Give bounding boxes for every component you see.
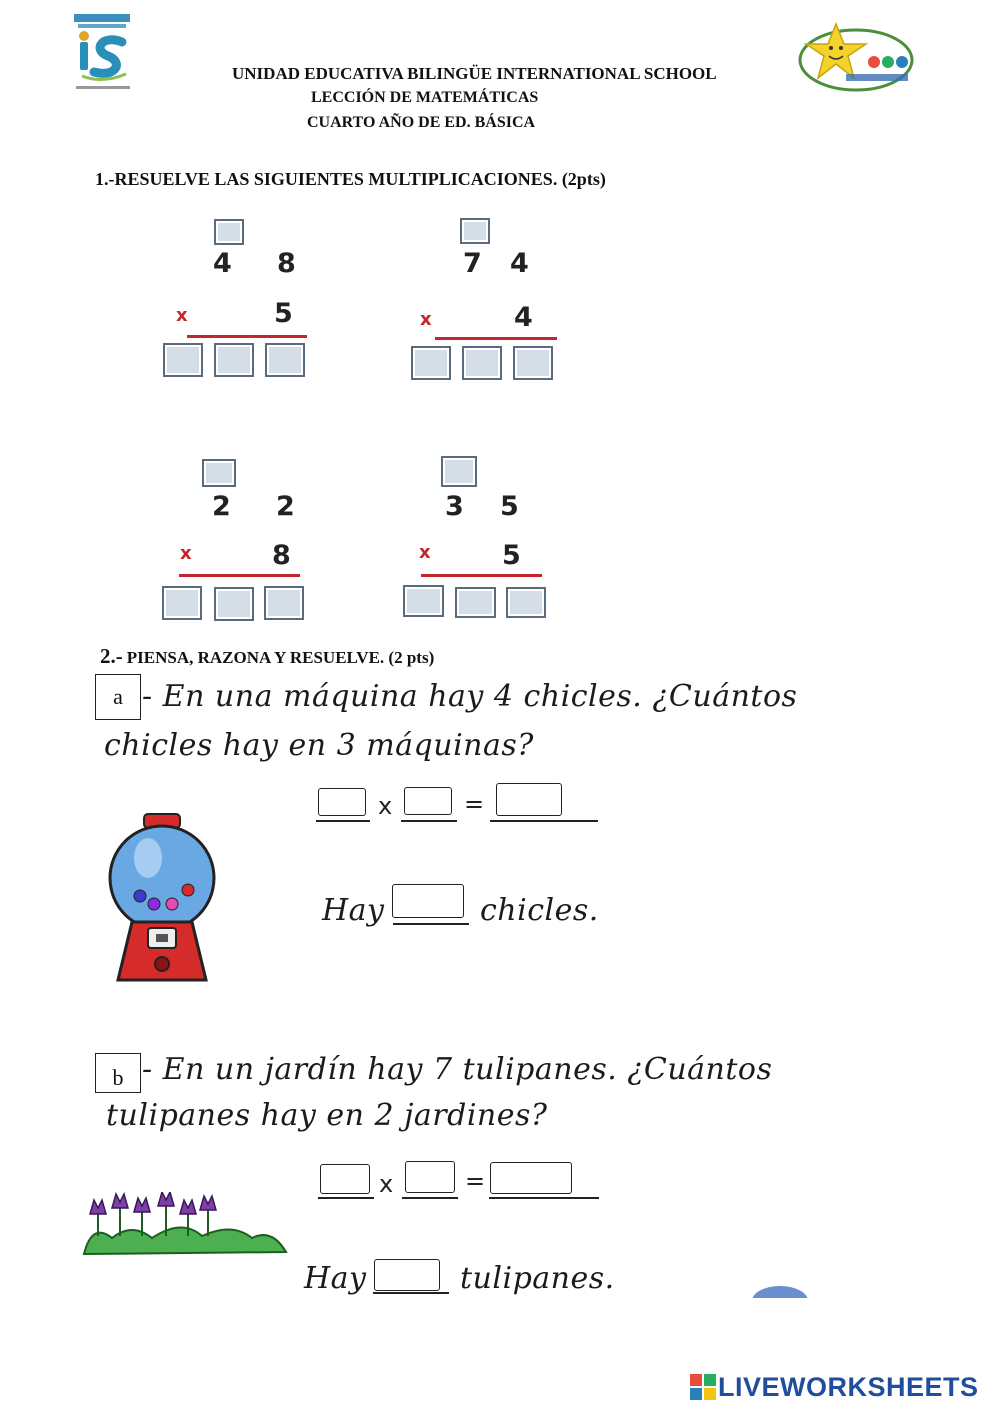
liveworksheets-logo xyxy=(690,1372,990,1402)
answer-b-box[interactable] xyxy=(374,1259,440,1291)
answer-b-line xyxy=(373,1292,449,1294)
top-units-digit: 2 xyxy=(276,491,295,522)
result-line xyxy=(179,574,300,577)
problem-letter-a: a xyxy=(95,674,141,720)
product-line xyxy=(490,820,598,822)
star-logo-icon xyxy=(796,18,918,96)
answer-box-units[interactable] xyxy=(265,343,305,377)
factor-line-1 xyxy=(316,820,370,822)
answer-a-prefix: Hay xyxy=(322,893,385,928)
gumball-machine-illustration xyxy=(108,812,218,984)
tulip-garden-illustration xyxy=(82,1192,288,1258)
problem-a-line2: chicles hay en 3 máquinas? xyxy=(104,728,534,763)
result-line xyxy=(421,574,542,577)
times-sign: x xyxy=(180,543,192,564)
brand-name: LIVEWORKSHEETS xyxy=(718,1372,979,1402)
answer-box-units[interactable] xyxy=(506,587,546,618)
factor-box-1[interactable] xyxy=(318,788,366,816)
answer-box-hundreds[interactable] xyxy=(403,585,444,617)
top-units-digit: 4 xyxy=(510,248,529,279)
multiplier-digit: 5 xyxy=(502,540,521,571)
multiplier-digit: 8 xyxy=(272,540,291,571)
carry-box[interactable] xyxy=(441,456,477,487)
liveworksheets-icon xyxy=(690,1374,716,1400)
section1-title: 1.-RESUELVE LAS SIGUIENTES MULTIPLICACIONES. (2pts) xyxy=(95,169,606,189)
product-box[interactable] xyxy=(490,1162,572,1194)
section2-number: 2.- xyxy=(100,644,123,668)
times-sign: x xyxy=(379,1170,394,1198)
gumball-machine-icon xyxy=(108,812,218,984)
answer-box-tens[interactable] xyxy=(455,587,496,618)
times-sign: x xyxy=(420,309,432,330)
product-line xyxy=(489,1197,599,1199)
problem-b-line2: tulipanes hay en 2 jardines? xyxy=(106,1098,548,1133)
problem-a-line1: - En una máquina hay 4 chicles. ¿Cuántos xyxy=(142,679,798,714)
multiplier-digit: 4 xyxy=(514,302,533,333)
section2-title: PIENSA, RAZONA Y RESUELVE. (2 pts) xyxy=(126,648,435,667)
grade-title: CUARTO AÑO DE ED. BÁSICA xyxy=(307,114,536,131)
answer-b-prefix: Hay xyxy=(304,1261,367,1296)
factor-line-2 xyxy=(402,1197,458,1199)
problem-letter-b: b xyxy=(95,1053,141,1093)
factor-line-2 xyxy=(401,820,457,822)
carry-box[interactable] xyxy=(202,459,236,487)
answer-a-line xyxy=(393,923,469,925)
answer-box-hundreds[interactable] xyxy=(411,346,451,380)
school-name: UNIDAD EDUCATIVA BILINGÜE INTERNATIONAL SCHOOL xyxy=(232,64,717,83)
answer-box-units[interactable] xyxy=(264,586,304,620)
tulip-garden-icon xyxy=(82,1192,288,1258)
top-tens-digit: 2 xyxy=(212,491,231,522)
school-logo-icon xyxy=(72,12,134,94)
top-tens-digit: 3 xyxy=(445,491,464,522)
factor-box-1[interactable] xyxy=(320,1164,370,1194)
factor-line-1 xyxy=(318,1197,374,1199)
answer-box-tens[interactable] xyxy=(214,343,254,377)
answer-box-tens[interactable] xyxy=(214,587,254,621)
lesson-title: LECCIÓN DE MATEMÁTICAS xyxy=(311,89,539,106)
answer-box-tens[interactable] xyxy=(462,346,502,380)
answer-b-suffix: tulipanes. xyxy=(460,1261,615,1296)
school-logo-right xyxy=(796,18,918,96)
answer-a-suffix: chicles. xyxy=(480,893,599,928)
carry-box[interactable] xyxy=(460,218,490,244)
factor-box-2[interactable] xyxy=(404,787,452,815)
multiplier-digit: 5 xyxy=(274,298,293,329)
answer-a-box[interactable] xyxy=(392,884,464,918)
answer-box-hundreds[interactable] xyxy=(163,343,203,377)
result-line xyxy=(187,335,307,338)
result-line xyxy=(435,337,557,340)
problem-b-line1: - En un jardín hay 7 tulipanes. ¿Cuántos xyxy=(142,1052,773,1087)
answer-box-units[interactable] xyxy=(513,346,553,380)
top-units-digit: 8 xyxy=(277,248,296,279)
top-tens-digit: 4 xyxy=(213,248,232,279)
product-box[interactable] xyxy=(496,783,562,816)
section2-heading xyxy=(100,644,434,669)
times-sign: x xyxy=(419,542,431,563)
factor-box-2[interactable] xyxy=(405,1161,455,1193)
school-logo-left xyxy=(72,12,134,94)
times-sign: x xyxy=(176,305,188,326)
equals-sign: = xyxy=(464,790,485,818)
carry-box[interactable] xyxy=(214,219,244,245)
top-units-digit: 5 xyxy=(500,491,519,522)
times-sign: x xyxy=(378,792,393,820)
decorative-shape xyxy=(752,1286,808,1298)
answer-box-hundreds[interactable] xyxy=(162,586,202,620)
top-tens-digit: 7 xyxy=(463,248,482,279)
equals-sign: = xyxy=(465,1167,486,1195)
